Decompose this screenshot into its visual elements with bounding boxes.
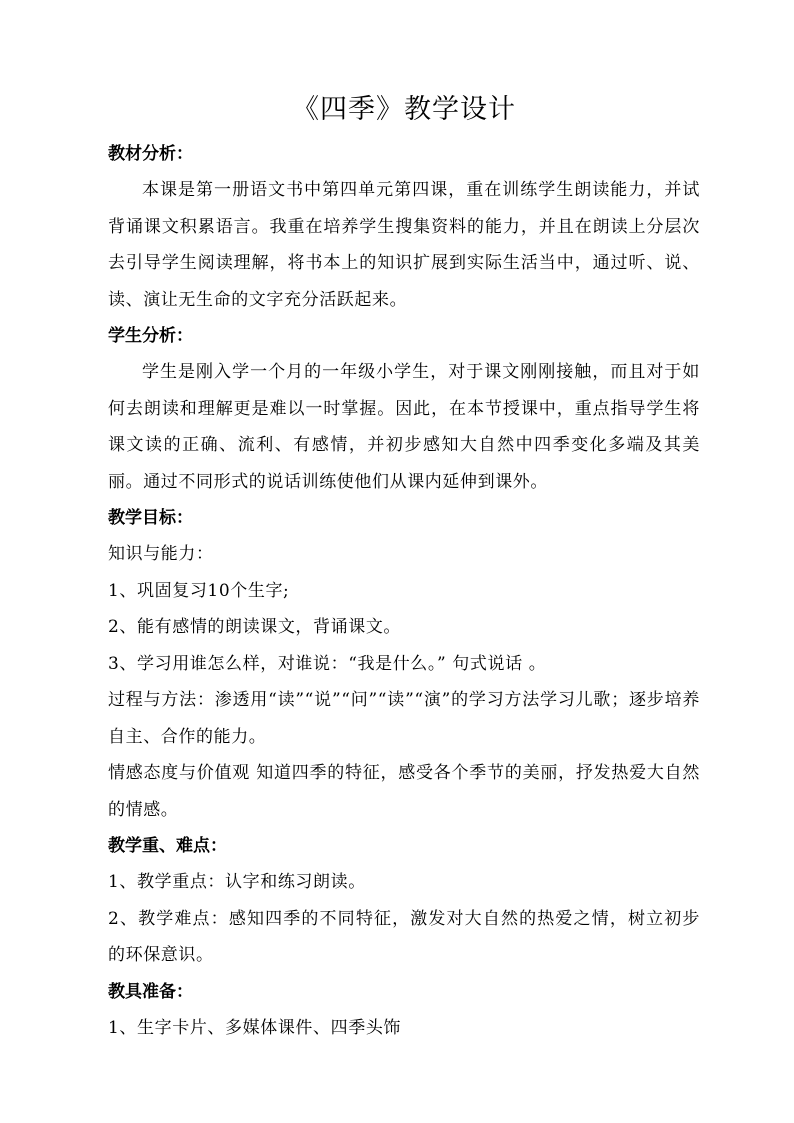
section-material-analysis [108, 136, 700, 318]
goal-item: 1、巩固复习10个生字; [108, 580, 290, 601]
paragraph-student-analysis: 学生是刚入学一个月的一年级小学生，对于课文刚刚接触，而且对于如何去朗读和理解更是难以一时掌握。因此，在本节授课中，重点指导学生将课文读的正确、流利、有感情，并初步感知大自然中四季变化多端及其美丽。通过不同形式的说话训练使他们从课内延伸到课外。 [108, 362, 700, 492]
section-key-difficult-points [108, 828, 700, 974]
heading-material-analysis: 教材分析： [108, 144, 193, 164]
keypoint-item: 2、教学难点：感知四季的不同特征，激发对大自然的热爱之情，树立初步的环保意识。 [108, 908, 700, 965]
goal-item: 2、能有感情的朗读课文，背诵课文。 [108, 617, 402, 637]
paragraph-material-analysis: 本课是第一册语文书中第四单元第四课，重在训练学生朗读能力，并试背诵课文积累语言。我重在培养学生搜集资料的能力，并且在朗读上分层次去引导学生阅读理解，将书本上的知识扩展到实际生活当中，通过听、说、读、演让无生命的文字充分活跃起来。 [108, 180, 700, 310]
document-page [108, 90, 700, 1046]
keypoint-item: 1、教学重点：认字和练习朗读。 [108, 872, 366, 892]
teaching-aid-item: 1、生字卡片、多媒体课件、四季头饰 [108, 1017, 402, 1038]
goal-emotion-values: 情感态度与价值观 知道四季的特征，感受各个季节的美丽，抒发热爱大自然的情感。 [108, 763, 700, 820]
heading-key-difficult-points: 教学重、难点： [108, 836, 227, 856]
section-student-analysis [108, 318, 700, 500]
document-title: 《四季》教学设计 [292, 94, 516, 125]
goal-item: 3、学习用谁怎么样，对谁说：“我是什么。” 句式说话 。 [108, 653, 547, 674]
section-teaching-goals [108, 500, 700, 828]
heading-teaching-goals: 教学目标： [108, 508, 193, 528]
heading-student-analysis: 学生分析： [108, 326, 193, 346]
goal-process-method: 过程与方法：渗透用“读”“说”“问”“读”“演”的学习方法学习儿歌；逐步培养自主、合作的能力。 [108, 690, 700, 747]
heading-teaching-aids: 教具准备： [108, 981, 193, 1002]
label-knowledge-ability: 知识与能力： [108, 544, 214, 564]
section-teaching-aids [108, 974, 700, 1047]
